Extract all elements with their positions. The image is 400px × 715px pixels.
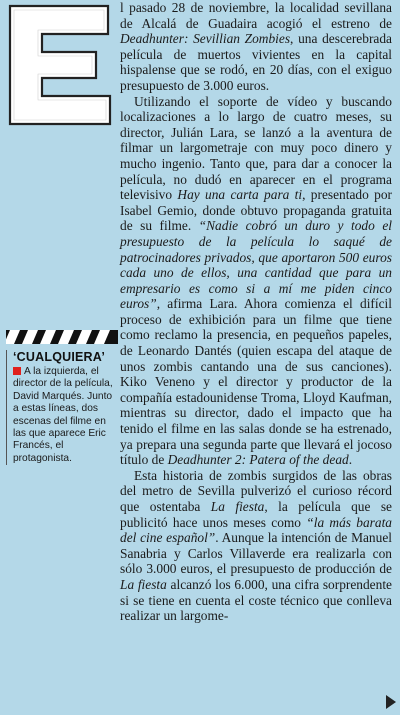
- italic-run: “la más barata del cine español”: [120, 514, 392, 546]
- caption-title: ‘CUALQUIERA’: [13, 350, 105, 364]
- text-run: , una descerebrada película de muertos vivientes en la capital hispalense que se rodó, en 20 días, con el exiguo presupuesto de 3.000 euros.: [120, 31, 392, 93]
- italic-run: Hay una carta para ti: [177, 187, 303, 203]
- caption-text: A la izquierda, el director de la película, David Marqués. Junto a estas líneas, dos escenas del filme en las que aparece Eric Francés, el protagonista.: [13, 366, 113, 464]
- photo-caption-sidebar: [6, 330, 118, 490]
- text-run: Esta historia de zombis surgidos de las obras del metro de Sevilla pulverizó el curioso récord que ostentaba: [120, 467, 392, 514]
- italic-run: “Nadie cobró un duro y todo el presupuesto de la película lo saqué de patrocinadores privados, que aportaron 500 euros cada uno de ellos, una cantidad que para un empresario es como si a mí me piden cinco euros”: [120, 218, 392, 312]
- text-run: alcanzó los 6.000, una cifra sorprendente si se tiene en cuenta el coste técnico que conlleva realizar un largome-: [120, 576, 392, 624]
- text-run: , presentado por Isabel Gemio, donde obtuvo propaganda gratuita de su filme.: [120, 187, 392, 234]
- text-run: l pasado 28 de noviembre, la localidad sevillana de Alcalá de Guadaira acogió el estreno de: [120, 0, 392, 31]
- paragraph-2: [120, 94, 392, 468]
- drop-cap: [4, 0, 116, 128]
- red-square-bullet-icon: [13, 367, 21, 375]
- text-run: .: [348, 452, 353, 468]
- continue-arrow-icon: [386, 695, 396, 709]
- clapperboard-stripe-icon: [6, 330, 118, 344]
- caption-box: [6, 350, 118, 465]
- article-body: [120, 0, 392, 624]
- caption-text-wrap: [13, 366, 118, 465]
- text-run: , afirma Lara. Ahora comienza el difícil proceso de exhibición para un filme que tiene como reclamo la presencia, en pequeños papeles, de Leonardo Dantés (quien escapa del ataque de unos zombis cantando una de sus canciones). Kiko Veneno y el director y productor de la compañía estadounidense Troma, Lloyd Kaufman, mientras su director, dado el impacto que ha tenido el filme en las salas donde se ha estrenado, ya prepara una segunda parte que llevará el jocoso título de: [120, 296, 392, 468]
- text-run: Utilizando el soporte de vídeo y buscando localizaciones a lo largo de cuatro meses, su director, Julián Lara, se lanzó a la aventura de filmar un largometraje con muy poco dinero y mucho ingenio. Tanto que, para dar a conocer la película, no dudó en aparecer en el programa televisivo: [120, 93, 392, 203]
- text-run: . Aunque la intención de Manuel Sanabria y Carlos Villaverde era realizarla con sólo 3.000 euros, el presupuesto de producción de: [120, 530, 392, 577]
- italic-run: La fiesta: [210, 499, 265, 514]
- text-run: , la película que se publicitó hace unos meses como: [120, 499, 392, 530]
- drop-cap-letter-icon: [4, 0, 116, 128]
- italic-run: La fiesta: [120, 576, 167, 592]
- paragraph-3: [120, 468, 392, 624]
- italic-run: Deadhunter: Sevillian Zombies: [120, 31, 291, 47]
- paragraph-1: [120, 0, 392, 94]
- italic-run: Deadhunter 2: Patera of the dead: [167, 452, 349, 468]
